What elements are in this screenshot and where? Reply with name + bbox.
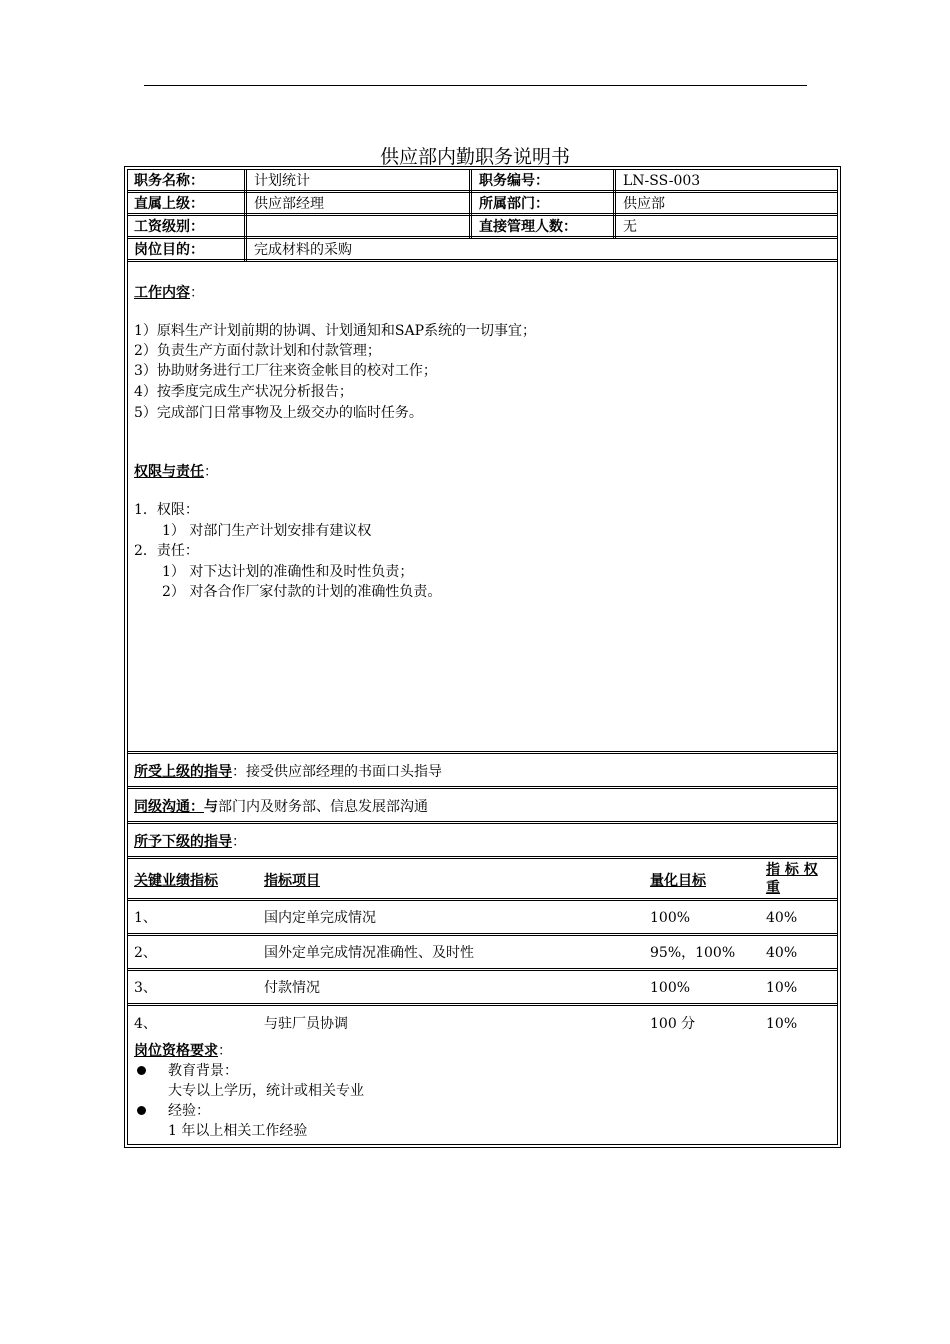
kpi-row-weight: 10% [766,1016,798,1032]
kpi-row-divider [128,898,837,901]
exp-value: 1 年以上相关工作经验 [168,1123,308,1139]
kpi-row-no: 2、 [134,945,157,961]
bullet-icon [137,1106,146,1115]
section-divider [128,856,837,859]
section-divider [128,751,837,754]
authority-line: 2．责任： [134,543,199,559]
superior-value: 供应部经理 [254,196,324,212]
kpi-header-weight: 指 标 权 重 [766,862,818,896]
dept-label: 所属部门： [479,196,549,212]
work-item: 5）完成部门日常事物及上级交办的临时任务。 [134,405,423,421]
top-rule [144,85,807,86]
qualification-heading: 岗位资格要求： [134,1043,232,1059]
peer-line: 同级沟通：与部门内及财务部、信息发展部沟通 [134,799,428,815]
col-divider [469,170,472,239]
row-divider [128,259,837,262]
bullet-icon [137,1066,146,1075]
authority-line: 1） 对部门生产计划安排有建议权 [162,523,372,539]
job-description-table [124,166,841,1148]
authority-heading: 权限与责任： [134,464,218,480]
exp-label: 经验： [168,1103,210,1119]
purpose-value: 完成材料的采购 [254,242,352,258]
direct-reports-value: 无 [623,219,637,235]
authority-line: 1） 对下达计划的准确性和及时性负责； [162,564,414,580]
direct-reports-label: 直接管理人数： [479,219,577,235]
authority-line: 2） 对各合作厂家付款的计划的准确性负责。 [162,584,442,600]
section-divider [128,786,837,789]
kpi-row-item: 国内定单完成情况 [264,910,376,926]
kpi-row-divider [128,933,837,936]
work-heading: 工作内容： [134,285,204,301]
edu-value: 大专以上学历，统计或相关专业 [168,1083,364,1099]
purpose-label: 岗位目的： [134,242,204,258]
kpi-header-item: 指标项目 [264,873,320,889]
guidance-line: 所受上级的指导：接受供应部经理的书面口头指导 [134,764,442,780]
kpi-row-item: 与驻厂员协调 [264,1016,348,1032]
job-no-value: LN-SS-003 [623,173,701,189]
kpi-row-no: 1、 [134,910,157,926]
kpi-row-target: 100 分 [650,1016,696,1032]
kpi-row-item: 国外定单完成情况准确性、及时性 [264,945,474,961]
work-item: 4）按季度完成生产状况分析报告； [134,384,353,400]
work-item: 2）负责生产方面付款计划和付款管理； [134,343,381,359]
kpi-row-target: 100% [650,980,691,996]
edu-label: 教育背景： [168,1063,238,1079]
table-inner-frame [127,169,838,1145]
kpi-header-indicator: 关键业绩指标 [134,873,218,889]
job-no-label: 职务编号： [479,173,549,189]
section-divider [128,821,837,824]
work-item: 1）原料生产计划前期的协调、计划通知和SAP系统的一切事宜； [134,323,537,339]
work-item: 3）协助财务进行工厂往来资金帐目的校对工作； [134,363,437,379]
authority-line: 1．权限： [134,502,199,518]
dept-value: 供应部 [623,196,665,212]
kpi-header-target: 量化目标 [650,873,706,889]
kpi-row-divider [128,1003,837,1006]
col-divider [244,170,247,262]
document-title: 供应部内勤职务说明书 [379,146,570,168]
job-name-label: 职务名称： [134,173,204,189]
kpi-row-weight: 10% [766,980,798,996]
job-name-value: 计划统计 [254,173,310,189]
kpi-row-no: 3、 [134,980,157,996]
salary-label: 工资级别： [134,219,204,235]
kpi-row-item: 付款情况 [264,980,320,996]
kpi-row-divider [128,968,837,971]
superior-label: 直属上级： [134,196,204,212]
kpi-row-weight: 40% [766,910,798,926]
col-divider [613,170,616,239]
kpi-row-no: 4、 [134,1016,157,1032]
subordinate-line: 所予下级的指导： [134,834,246,850]
kpi-row-target: 100% [650,910,691,926]
kpi-row-weight: 40% [766,945,798,961]
kpi-row-target: 95%，100% [650,945,736,961]
